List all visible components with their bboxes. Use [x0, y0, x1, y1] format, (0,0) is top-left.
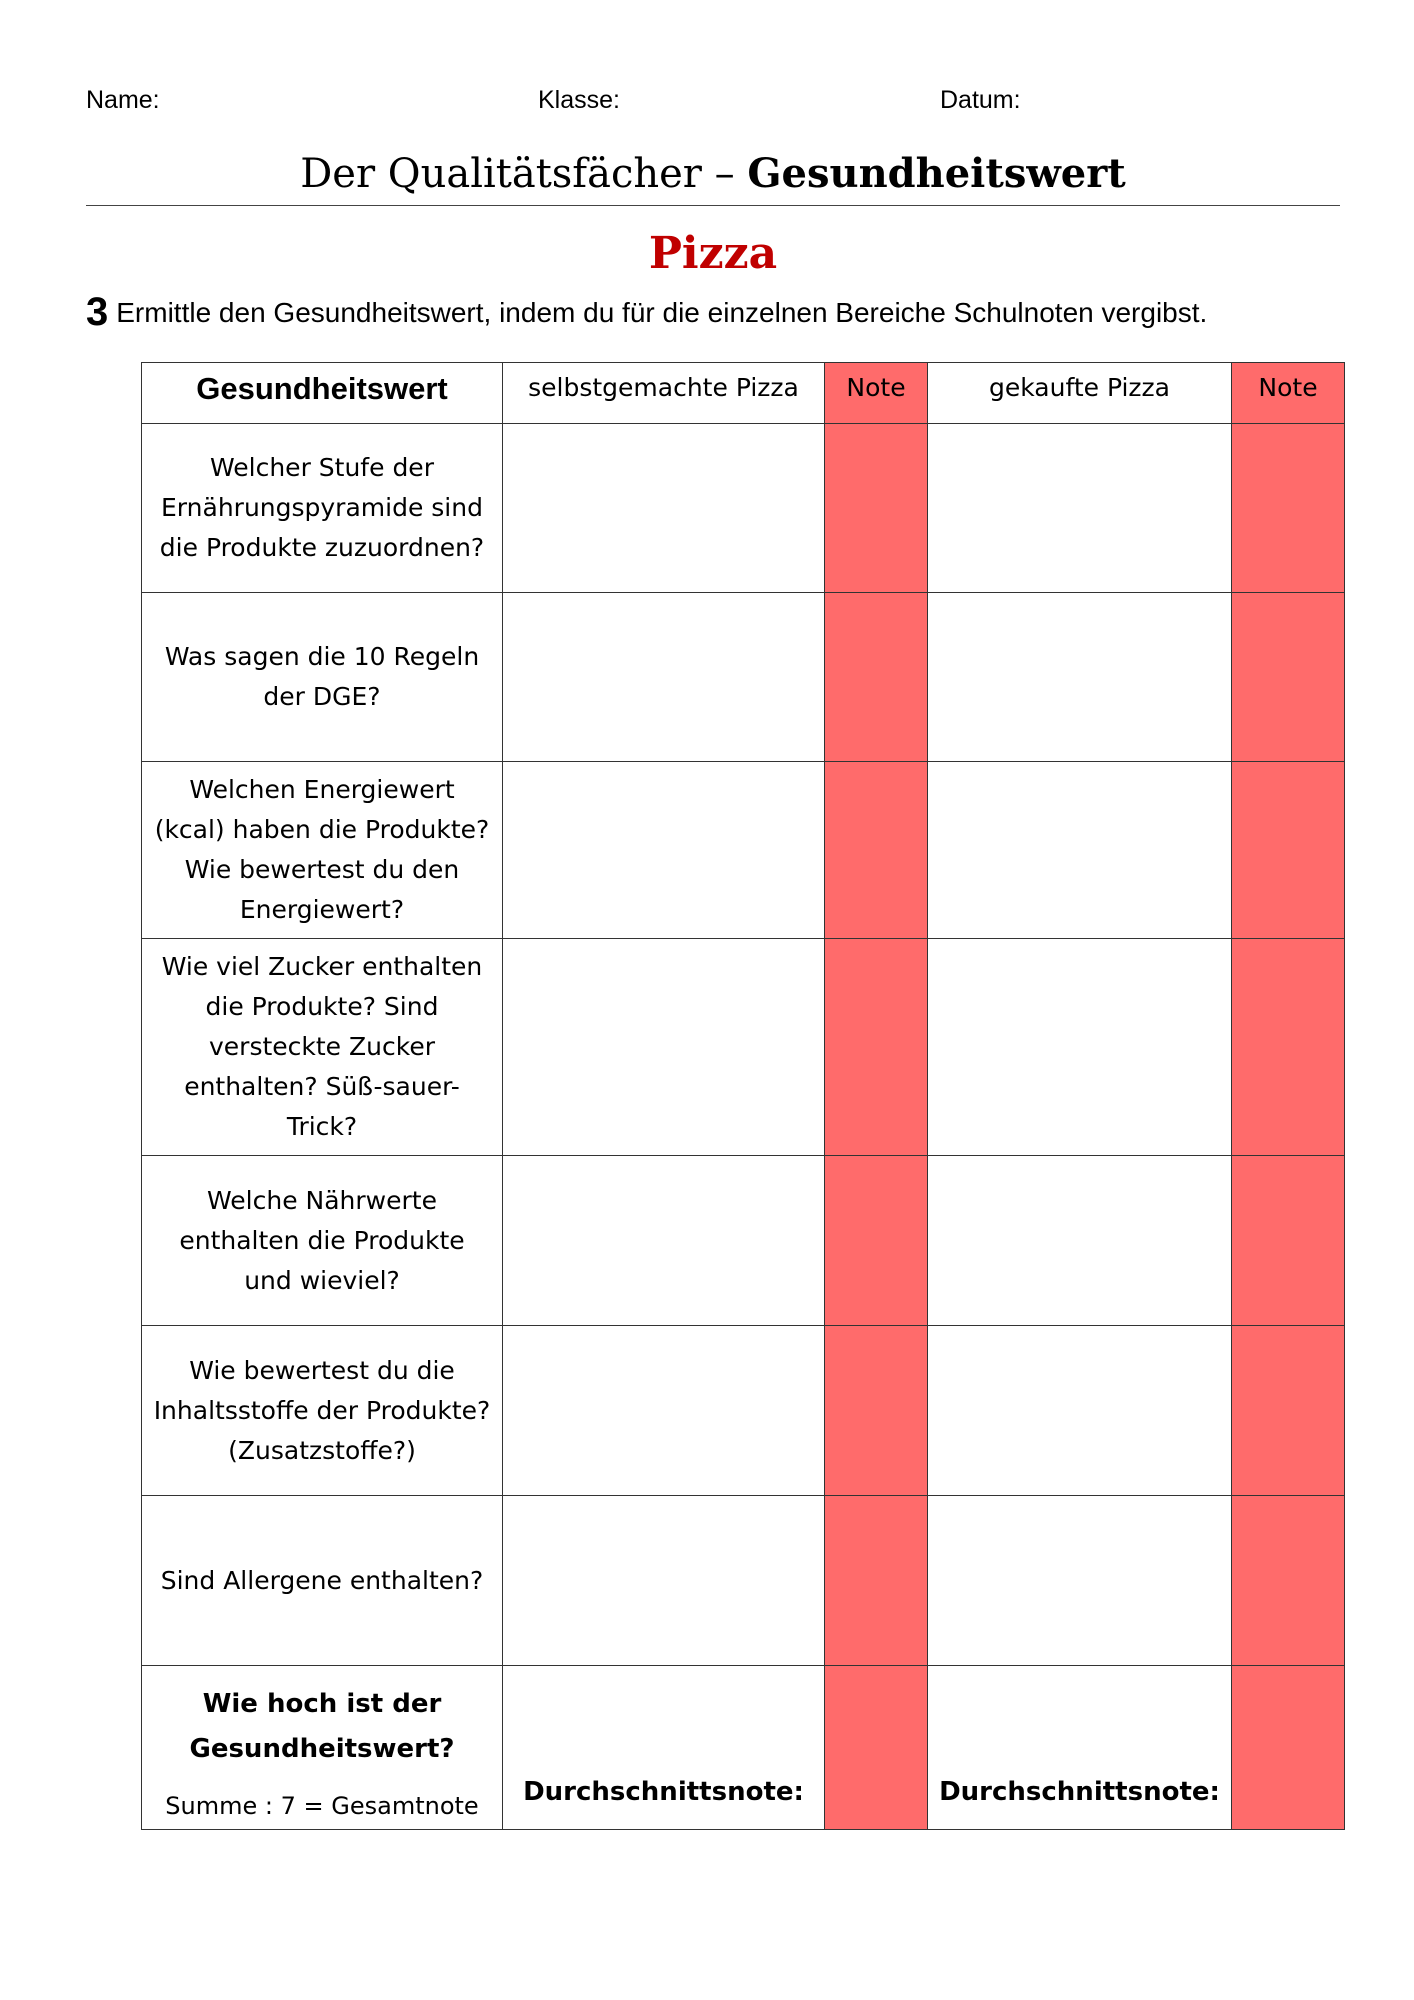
table-row [142, 424, 1345, 593]
note-bought-cell[interactable] [1232, 1496, 1345, 1666]
klasse-label: Klasse: [538, 86, 620, 114]
note-bought-cell[interactable] [1232, 424, 1345, 593]
note-bought-cell[interactable] [1232, 939, 1345, 1156]
average-note-homemade-cell[interactable] [825, 1666, 928, 1830]
note-homemade-cell[interactable] [825, 1326, 928, 1496]
note-bought-cell[interactable] [1232, 1326, 1345, 1496]
question-cell: Wie viel Zucker enthalten die Produkte? Sind versteckte Zucker enthalten? Süß-sauer-Trick? [142, 939, 503, 1156]
table-row [142, 1156, 1345, 1326]
header-note-bought: Note [1232, 363, 1345, 424]
final-question: Wie hoch ist der Gesundheitswert? [189, 1688, 455, 1764]
note-bought-cell[interactable] [1232, 593, 1345, 762]
answer-bought-cell[interactable] [928, 424, 1232, 593]
table-row [142, 593, 1345, 762]
datum-label: Datum: [940, 86, 1021, 114]
answer-bought-cell[interactable] [928, 1496, 1232, 1666]
header-bought: gekaufte Pizza [928, 363, 1232, 424]
final-question-cell [142, 1666, 503, 1830]
name-label: Name: [86, 86, 160, 114]
answer-homemade-cell[interactable] [503, 424, 825, 593]
table-row [142, 1496, 1345, 1666]
title-bold: Gesundheitswert [747, 150, 1126, 197]
note-homemade-cell[interactable] [825, 1156, 928, 1326]
note-homemade-cell[interactable] [825, 424, 928, 593]
title-divider [86, 205, 1340, 206]
header-note-homemade: Note [825, 363, 928, 424]
header-row [142, 363, 1345, 424]
answer-bought-cell[interactable] [928, 593, 1232, 762]
note-homemade-cell[interactable] [825, 1496, 928, 1666]
answer-bought-cell[interactable] [928, 939, 1232, 1156]
average-bought-label: Durchschnittsnote: [928, 1666, 1232, 1830]
answer-bought-cell[interactable] [928, 1156, 1232, 1326]
evaluation-table [141, 362, 1345, 1830]
answer-homemade-cell[interactable] [503, 939, 825, 1156]
question-cell: Welcher Stufe der Ernährungspyramide sind die Produkte zuzuordnen? [142, 424, 503, 593]
note-bought-cell[interactable] [1232, 762, 1345, 939]
header-homemade: selbstgemachte Pizza [503, 363, 825, 424]
question-cell: Wie bewertest du die Inhaltsstoffe der Produkte? (Zusatzstoffe?) [142, 1326, 503, 1496]
question-cell: Welche Nährwerte enthalten die Produkte und wieviel? [142, 1156, 503, 1326]
answer-homemade-cell[interactable] [503, 1156, 825, 1326]
total-row [142, 1666, 1345, 1830]
title-prefix: Der Qualitätsfächer – [300, 151, 748, 197]
question-cell: Welchen Energiewert (kcal) haben die Produkte? Wie bewertest du den Energiewert? [142, 762, 503, 939]
table-row [142, 939, 1345, 1156]
answer-bought-cell[interactable] [928, 1326, 1232, 1496]
average-note-bought-cell[interactable] [1232, 1666, 1345, 1830]
question-cell: Sind Allergene enthalten? [142, 1496, 503, 1666]
answer-homemade-cell[interactable] [503, 762, 825, 939]
answer-homemade-cell[interactable] [503, 593, 825, 762]
task-text: Ermittle den Gesundheitswert, indem du für die einzelnen Bereiche Schulnoten vergibst. [116, 297, 1208, 328]
answer-bought-cell[interactable] [928, 762, 1232, 939]
note-homemade-cell[interactable] [825, 939, 928, 1156]
header-gesundheitswert: Gesundheitswert [142, 363, 503, 424]
answer-homemade-cell[interactable] [503, 1496, 825, 1666]
task-number: 3 [86, 290, 109, 334]
formula-text: Summe : 7 = Gesamtnote [165, 1791, 479, 1820]
question-cell: Was sagen die 10 Regeln der DGE? [142, 593, 503, 762]
note-homemade-cell[interactable] [825, 762, 928, 939]
note-homemade-cell[interactable] [825, 593, 928, 762]
note-bought-cell[interactable] [1232, 1156, 1345, 1326]
average-homemade-label: Durchschnittsnote: [503, 1666, 825, 1830]
table-row [142, 1326, 1345, 1496]
page-subtitle: Pizza [648, 228, 778, 279]
table-row [142, 762, 1345, 939]
page-title [86, 150, 1340, 197]
task-instruction [86, 290, 1207, 335]
answer-homemade-cell[interactable] [503, 1326, 825, 1496]
